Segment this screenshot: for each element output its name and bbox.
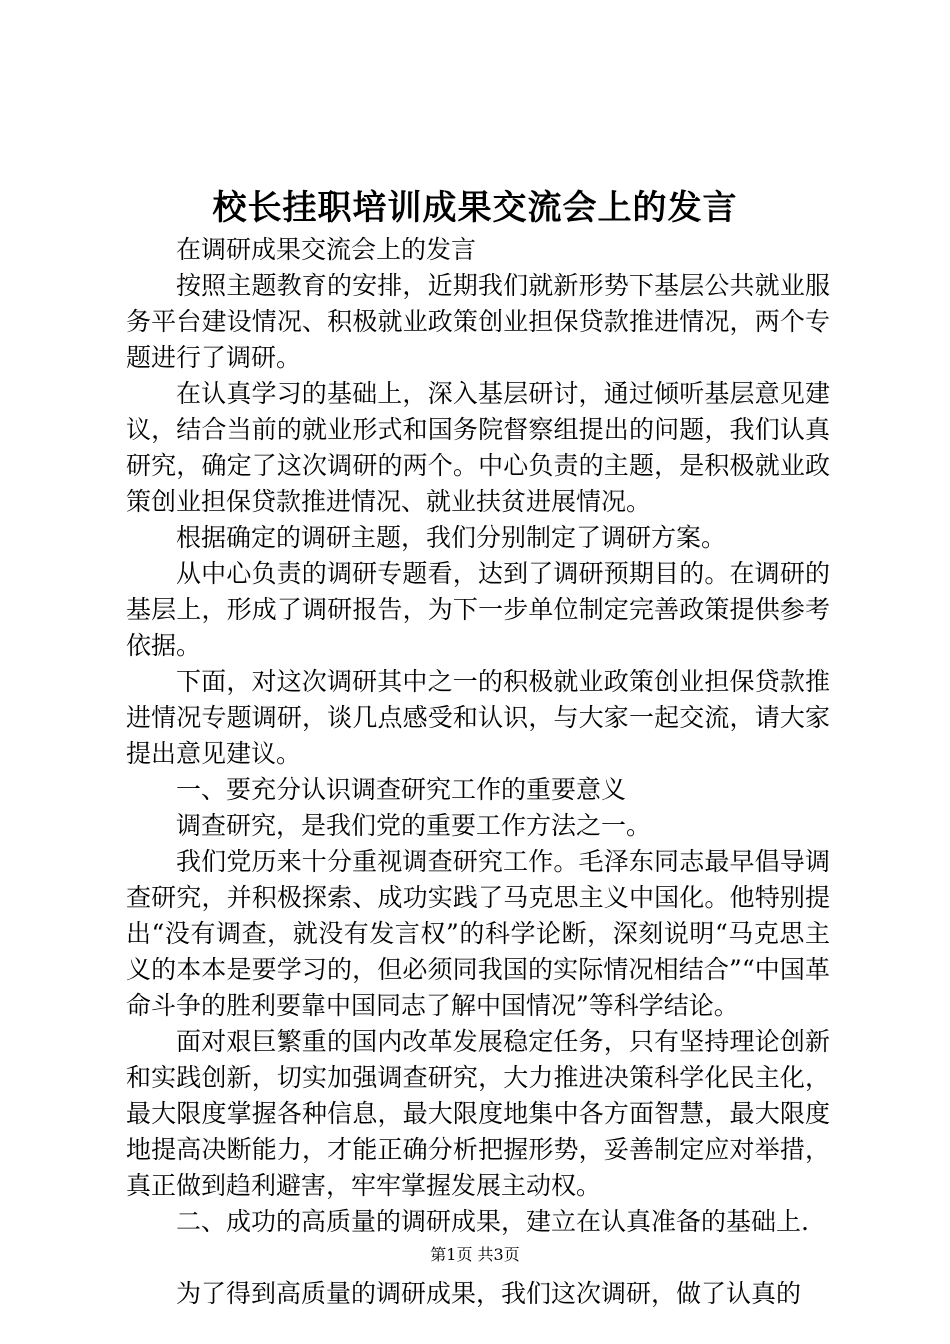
document-title: 校长挂职培训成果交流会上的发言 [212, 188, 738, 228]
paragraph: 根据确定的调研主题，我们分别制定了调研方案。 [176, 523, 727, 552]
paragraph: 我们党历来十分重视调查研究工作。毛泽东同志最早倡导调查研究，并积极探索、成功实践了马克思主义中国化。他特别提出“没有调查，就没有发言权”的科学论断，深刻说明“马克思主义的本本是要学习的，但必须同我国的实际情况相结合”“中国革命斗争的胜利要靠中国同志了解中国情况”等科学结论。 [126, 847, 830, 1020]
paragraph: 从中心负责的调研专题看，达到了调研预期目的。在调研的基层上，形成了调研报告，为下一步单位制定完善政策提供参考依据。 [126, 559, 830, 660]
page-number-footer: 第1页 共3页 [430, 1245, 520, 1264]
paragraph: 为了得到高质量的调研成果，我们这次调研，做了认真的 [176, 1279, 802, 1308]
document-body [126, 232, 830, 1312]
paragraph: 下面，对这次调研其中之一的积极就业政策创业担保贷款推进情况专题调研，谈几点感受和认识，与大家一起交流，请大家提出意见建议。 [126, 667, 830, 768]
paragraph: 按照主题教育的安排，近期我们就新形势下基层公共就业服务平台建设情况、积极就业政策创业担保贷款推进情况，两个专题进行了调研。 [126, 271, 830, 372]
section-heading: 一、要充分认识调查研究工作的重要意义 [176, 775, 627, 804]
section-heading: 二、成功的高质量的调研成果，建立在认真准备的基础上. [176, 1207, 809, 1236]
paragraph: 调查研究，是我们党的重要工作方法之一。 [176, 811, 652, 840]
paragraph-subtitle: 在调研成果交流会上的发言 [176, 235, 477, 264]
paragraph: 面对艰巨繁重的国内改革发展稳定任务，只有坚持理论创新和实践创新，切实加强调查研究，大力推进决策科学化民主化，最大限度掌握各种信息，最大限度地集中各方面智慧，最大限度地提高决断能力，才能正确分析把握形势，妥善制定应对举措，真正做到趋利避害，牢牢掌握发展主动权。 [126, 1027, 830, 1200]
paragraph: 在认真学习的基础上，深入基层研讨，通过倾听基层意见建议，结合当前的就业形式和国务院督察组提出的问题，我们认真研究，确定了这次调研的两个。中心负责的主题，是积极就业政策创业担保贷款推进情况、就业扶贫进展情况。 [126, 379, 830, 516]
